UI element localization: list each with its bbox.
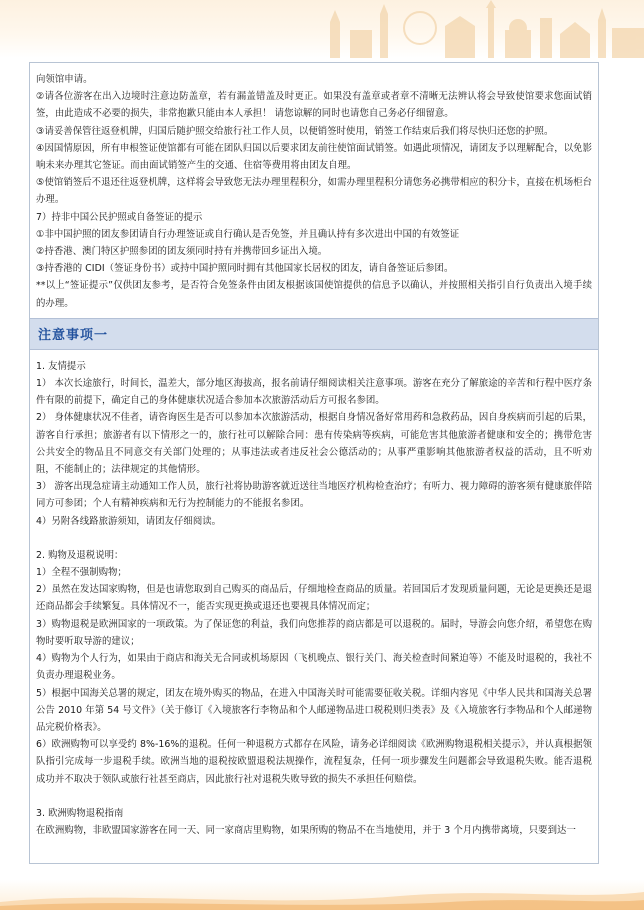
visa-note: ③请妥善保管往返登机牌，归国后随护照交给旅行社工作人员，以便销签时使用，销签工作结束后我们将尽快归还您的护照。 — [36, 125, 554, 137]
document-frame — [29, 62, 599, 864]
visa-subheading: 7）持非中国公民护照或自备签证的提示 — [36, 211, 203, 223]
spacer — [36, 530, 592, 547]
tips-heading: 1. 友情提示 — [36, 360, 86, 372]
visa-note: 向领馆申请。 — [36, 74, 93, 85]
shopping-item: 6）欧洲购物可以享受约 8%-16%的退税。任何一种退税方式都存在风险，请务必详细阅读《欧洲购物退税相关提示》，并认真根据领队指引完成每一步退税手续。欧洲当地的退税按欧盟退税法规操作，流程复杂，任何一项步骤发生问题都会导致退税失败。能否退税成功并不取决于领队或旅行社甚至商店，因此旅行社对退税失败导致的损失不承担任何赔偿。 — [36, 739, 592, 785]
section-header — [30, 318, 598, 350]
tips-item: 2） 身体健康状况不佳者，请咨询医生是否可以参加本次旅游活动，根据自身情况备好常用药和急救药品，因自身疾病而引起的后果，游客自行承担；旅游者有以下情形之一的，旅行社可以解除合同：患有传染病等疾病，可能危害其他旅游者健康和安全的；携带危害公共安全的物品且不同意交有关部门处理的；从事违法或者违反社会公德活动的；从事严重影响其他旅游者权益的活动，且不听劝阻，不能制止的；法律规定的其他情形。 — [36, 412, 592, 476]
tax-refund-text: 在欧洲购物，非欧盟国家游客在同一天、同一家商店里购物，如果所购的物品不在当地使用，并于 3 个月内携带离境，只要到达一 — [36, 824, 576, 836]
shopping-item: 4）购物为个人行为，如果由于商店和海关无合同或机场原因（飞机晚点、银行关门、海关检查时间紧迫等）不能及时退税的，我社不负责办理退税业务。 — [36, 653, 592, 682]
shopping-item: 3）购物退税是欧洲国家的一项政策。为了保证您的利益，我们向您推荐的商店都是可以退税的。届时，导游会向您介绍，希望您在购物时要听取导游的建议； — [36, 618, 592, 647]
visa-note: ③持香港的 CIDI（签证身份书）或持中国护照同时拥有其他国家长居权的团友，请自备签证后参团。 — [36, 263, 454, 275]
section-title: 注意事项一 — [38, 328, 109, 344]
shopping-heading: 2. 购物及退税说明： — [36, 549, 124, 561]
tips-item: 1） 本次长途旅行，时间长，温差大，部分地区海拔高，报名前请仔细阅读相关注意事项。游客在充分了解旅途的辛苦和行程中医疗条件有限的前提下，确定自己的身体健康状况适合参加本次旅游活动后方可报名参团。 — [36, 378, 592, 407]
visa-note: ①非中国护照的团友参团请自行办理签证或自行确认是否免签，并且确认持有多次进出中国的有效签证 — [36, 228, 460, 240]
spacer — [36, 788, 592, 805]
footer-decoration — [0, 880, 644, 910]
visa-note: ④因国情原因，所有申根签证使馆都有可能在团队归国以后要求团友前往使馆面试销签。如遇此项情况，请团友予以理解配合，以免影响未来办理其它签证。而由面试销签产生的交通、住宿等费用将由团友自理。 — [36, 142, 592, 172]
tips-item: 4）另附各线路旅游须知，请团友仔细阅读。 — [36, 515, 222, 527]
city-skyline-decoration — [0, 0, 644, 58]
tax-refund-heading: 3. 欧洲购物退税指南 — [36, 807, 124, 819]
shopping-item: 2）虽然在发达国家购物，但是也请您取到自己购买的商品后，仔细地检查商品的质量。若回国后才发现质量问题，无论是更换还是退还商品都会手续繁复。具体情况不一，能否实现更换或退还也要视具体情况而定； — [36, 584, 592, 613]
visa-note: ⑤使馆销签后不退还往返登机牌，这样将会导致您无法办理里程积分，如需办理里程积分请您务必携带相应的积分卡，直接在机场柜台办理。 — [36, 177, 592, 206]
visa-disclaimer: **以上“签证提示”仅供团友参考，是否符合免签条件由团友根据该国使馆提供的信息予以确认，并按照相关指引自行负责出入境手续的办理。 — [36, 280, 592, 309]
header-decoration — [0, 0, 644, 58]
shopping-item: 5）根据中国海关总署的规定，团友在境外购买的物品，在进入中国海关时可能需要征收关税。详细内容见《中华人民共和国海关总署公告 2010 年第 54 号文件》（关于修订《入境旅客行李物品和个人邮递物品进口税税则归类表》及《入境旅客行李物品和个人邮递物品完税价格表》。 — [36, 687, 592, 733]
tips-item: 3） 游客出现急症请主动通知工作人员，旅行社将协助游客就近送往当地医疗机构检查治疗；有听力、视力障碍的游客须有健康旅伴陪同方可参团；个人有精神疾病和无行为控制能力的不能报名参团。 — [36, 481, 592, 510]
visa-note: ②请各位游客在出入边境时注意边防盖章，若有漏盖错盖及时更正。如果没有盖章或者章不清晰无法辨认将会导致使馆要求您面试销签，由此造成不必要的损失，非常抱歉只能由本人承担！ 请您谅解的同时也请您自己务必仔细留意。 — [36, 91, 592, 120]
visa-note: ②持香港、澳门特区护照参团的团友须同时持有并携带回乡证出入境。 — [36, 246, 328, 258]
footer-wave-decoration — [0, 880, 644, 910]
shopping-item: 1）全程不强制购物； — [36, 567, 127, 579]
